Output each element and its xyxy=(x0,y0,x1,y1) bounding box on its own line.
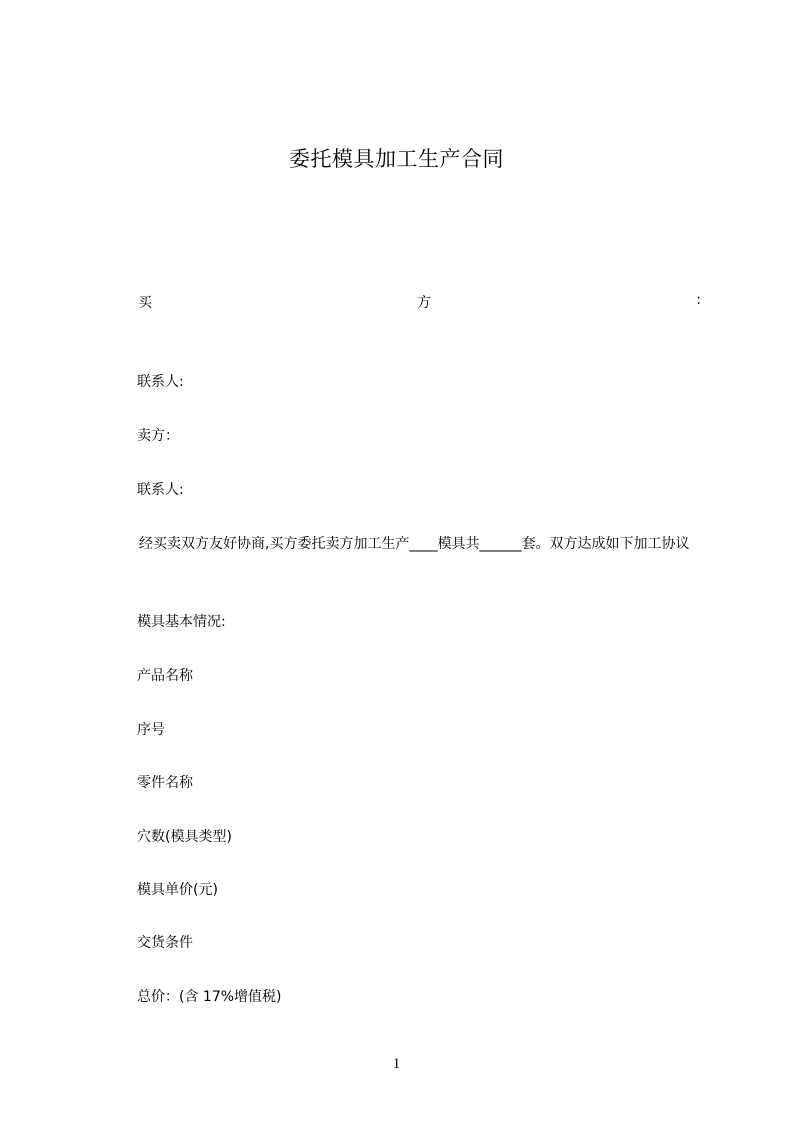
field-unit-price: 模具单价(元) xyxy=(137,882,218,898)
seller-label: 卖方： xyxy=(137,428,179,444)
intro-paragraph: 经买卖双方友好协商,买方委托卖方加工生产____模具共______套。双方达成如下加工协议 xyxy=(139,536,690,552)
field-part-name: 零件名称 xyxy=(137,775,193,791)
buyer-label-part2: 方 xyxy=(417,295,431,311)
field-cavity-count: 穴数(模具类型) xyxy=(137,829,232,845)
field-product-name: 产品名称 xyxy=(137,668,193,684)
field-serial-number: 序号 xyxy=(137,722,165,738)
mold-info-heading: 模具基本情况: xyxy=(137,614,226,630)
field-delivery-terms: 交货条件 xyxy=(137,935,193,951)
field-total-price: 总价：(含 17%增值税) xyxy=(137,989,282,1005)
page-number: 1 xyxy=(392,1056,401,1072)
buyer-label-part1: 买 xyxy=(138,295,152,311)
buyer-row xyxy=(138,292,701,312)
buyer-label-colon: : xyxy=(696,292,701,308)
document-title: 委托模具加工生产合同 xyxy=(289,147,504,171)
buyer-contact-label: 联系人: xyxy=(137,374,184,390)
seller-contact-label: 联系人: xyxy=(137,482,184,498)
